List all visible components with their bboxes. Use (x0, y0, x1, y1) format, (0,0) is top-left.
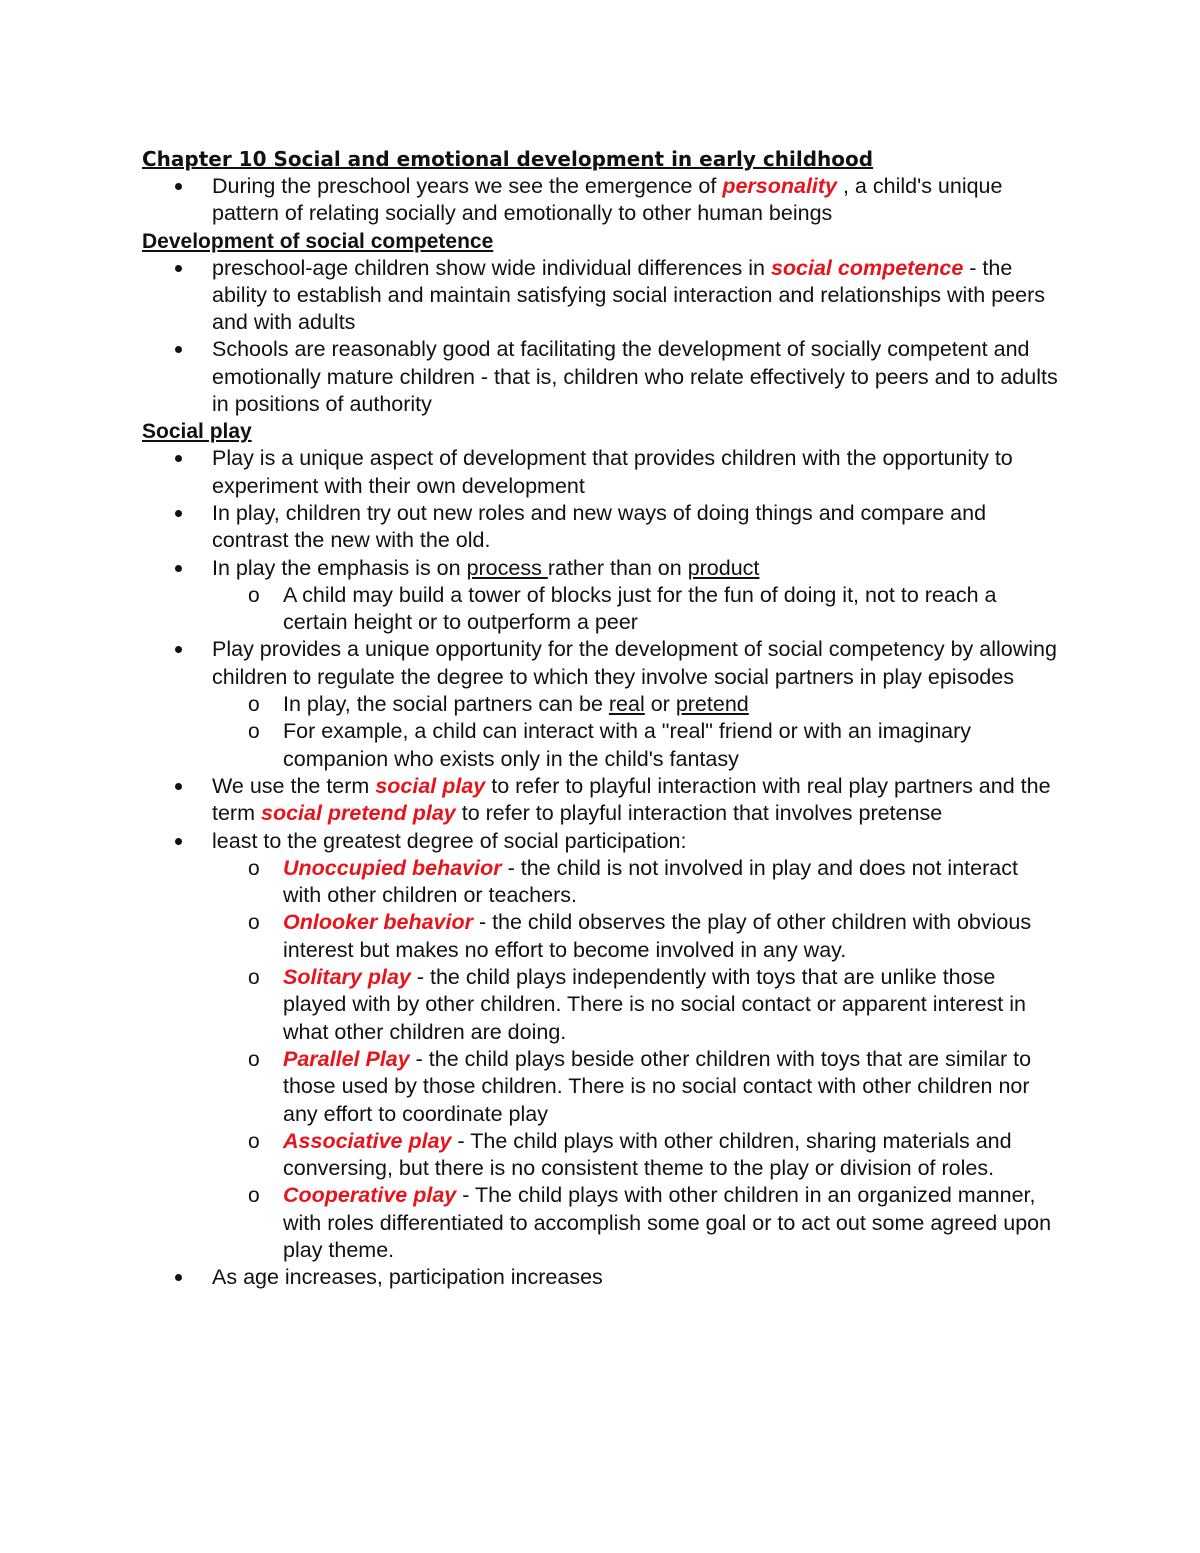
sub-bullet: o (248, 720, 260, 744)
list-item: preschool-age children show wide individual differences in social competence - the ability to establish and maintain satisfying social interaction and relationships with peers and with adults (142, 255, 1062, 337)
sub-list-item: o Solitary play - the child plays independently with toys that are unlike those played with by other children. There is no social contact or apparent interest in what other children are doing. (248, 965, 1026, 1044)
sub-list-item: o In play, the social partners can be real or pretend (142, 691, 1062, 718)
chapter-heading: Chapter 10 Social and emotional development in early childhood (142, 147, 874, 171)
sub-bullet: o (248, 1047, 260, 1071)
list-item: In play, children try out new roles and new ways of doing things and compare and contrast the new with the old. (142, 500, 1062, 555)
sub-bullet: o (248, 1129, 260, 1153)
list-item: least to the greatest degree of social participation: (142, 828, 1062, 855)
term-social-pretend-play: social pretend play (260, 801, 456, 826)
list-item: As age increases, participation increases (142, 1264, 1062, 1291)
term-associative-play: Associative play (283, 1128, 452, 1153)
section-heading-social-play: Social play (142, 420, 252, 444)
sub-bullet: o (248, 583, 260, 607)
sub-list-item: o Associative play - The child plays with other children, sharing materials and conversing, but there is no consistent theme to the play or division of roles. (248, 1128, 1012, 1181)
sub-list-item: o Cooperative play - The child plays with other children in an organized manner, with roles differentiated to accomplish some goal or to act out some agreed upon play theme. (248, 1183, 1052, 1262)
section-heading-competence: Development of social competence (142, 229, 494, 253)
list-item: We use the term social play to refer to playful interaction with real play partners and the term social pretend play to refer to playful interaction that involves pretense (142, 773, 1062, 828)
sub-bullet: o (248, 966, 260, 990)
underlined-real: real (608, 692, 645, 717)
term-unoccupied-behavior: Unoccupied behavior (283, 855, 502, 880)
list-item: During the preschool years we see the emergence of personality , a child's unique pattern of relating socially and emotionally to other human beings (142, 173, 1062, 228)
term-social-play: social play (375, 773, 486, 798)
list-item: Play is a unique aspect of development that provides children with the opportunity to experiment with their own development (142, 445, 1062, 500)
underlined-product: product (687, 555, 760, 580)
term-social-competence: social competence (770, 255, 964, 280)
list-item: In play the emphasis is on process rather than on product (142, 555, 1062, 582)
sub-list-item: o Onlooker behavior - the child observes the play of other children with obvious interest but makes no effort to become involved in any way. (248, 910, 1032, 962)
social-play-list (142, 445, 1062, 1291)
underlined-pretend: pretend (675, 692, 749, 717)
term-solitary-play: Solitary play (283, 965, 411, 990)
competence-list (142, 255, 1062, 419)
sub-list-item: o For example, a child can interact with a "real" friend or with an imaginary companion who exists only in the child's fantasy (248, 719, 972, 771)
intro-list (142, 173, 1062, 228)
list-item: Schools are reasonably good at facilitating the development of socially competent and emotionally mature children - that is, children who relate effectively to peers and to adults in positions of authority (142, 336, 1062, 418)
list-item: Play provides a unique opportunity for the development of social competency by allowing children to regulate the degree to which they involve social partners in play episodes (142, 636, 1062, 691)
sub-bullet: o (248, 856, 260, 880)
underlined-process: process (466, 555, 548, 580)
sub-list-item: o A child may build a tower of blocks just for the fun of doing it, not to reach a certain height or to outperform a peer (248, 582, 997, 635)
document-content (142, 145, 1062, 1292)
sub-list-item: o Parallel Play - the child plays beside other children with toys that are similar to those used by those children. There is no social contact with other children nor any effort to coordinate play (248, 1046, 1032, 1126)
term-parallel-play: Parallel Play (283, 1046, 410, 1071)
sub-bullet: o (248, 693, 260, 717)
term-onlooker-behavior: Onlooker behavior (283, 910, 473, 935)
sub-bullet: o (248, 1184, 260, 1208)
term-personality: personality (722, 174, 838, 198)
term-cooperative-play: Cooperative play (283, 1183, 457, 1208)
sub-bullet: o (248, 911, 260, 935)
sub-list-item: o Unoccupied behavior - the child is not involved in play and does not interact with other children or teachers. (248, 855, 1018, 908)
